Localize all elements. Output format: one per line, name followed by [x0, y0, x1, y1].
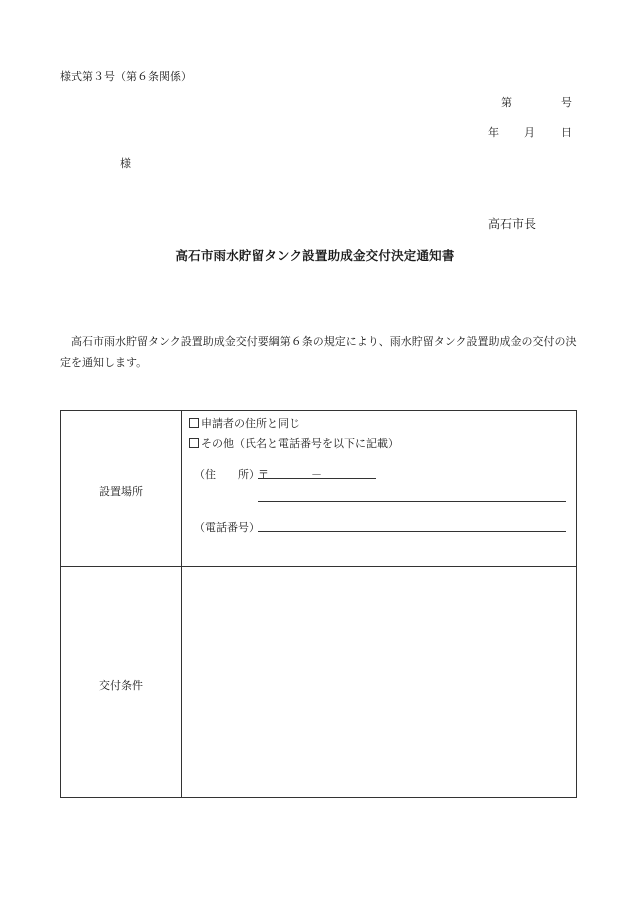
phone-field[interactable] [258, 531, 566, 532]
location-label: 設置場所 [99, 485, 143, 498]
date-day: 日 [561, 126, 572, 139]
postal-mark: 〒 [258, 468, 269, 481]
column-divider [181, 411, 182, 797]
option-other-label: その他（氏名と電話番号を以下に記載） [201, 437, 399, 450]
date-year: 年 [488, 126, 499, 139]
row-divider [61, 566, 576, 567]
conditions-label: 交付条件 [99, 679, 143, 692]
addressee: 様 [120, 157, 131, 170]
document-number-prefix: 第 [501, 96, 512, 109]
option-same-label: 申請者の住所と同じ [201, 417, 300, 430]
issuer: 高石市長 [488, 217, 537, 231]
address-field[interactable] [258, 501, 566, 502]
address-label: （住 所） [194, 468, 260, 481]
body-text: 高石市雨水貯留タンク設置助成金交付要綱第６条の規定により、雨水貯留タンク設置助成金の交付の決定を通知します。 [60, 335, 577, 369]
form-number: 様式第３号（第６条関係） [60, 70, 192, 83]
option-same-as-applicant[interactable] [189, 415, 300, 431]
checkbox-other[interactable] [189, 438, 199, 448]
checkbox-same[interactable] [189, 418, 199, 428]
document-title: 高石市雨水貯留タンク設置助成金交付決定通知書 [175, 248, 455, 263]
details-table [60, 410, 577, 798]
postal-dash: － [311, 468, 322, 481]
document-number-suffix: 号 [561, 96, 572, 109]
postal-code-field[interactable] [258, 478, 376, 479]
phone-label: （電話番号） [194, 521, 260, 534]
date-month: 月 [524, 126, 535, 139]
option-other[interactable] [189, 435, 399, 451]
